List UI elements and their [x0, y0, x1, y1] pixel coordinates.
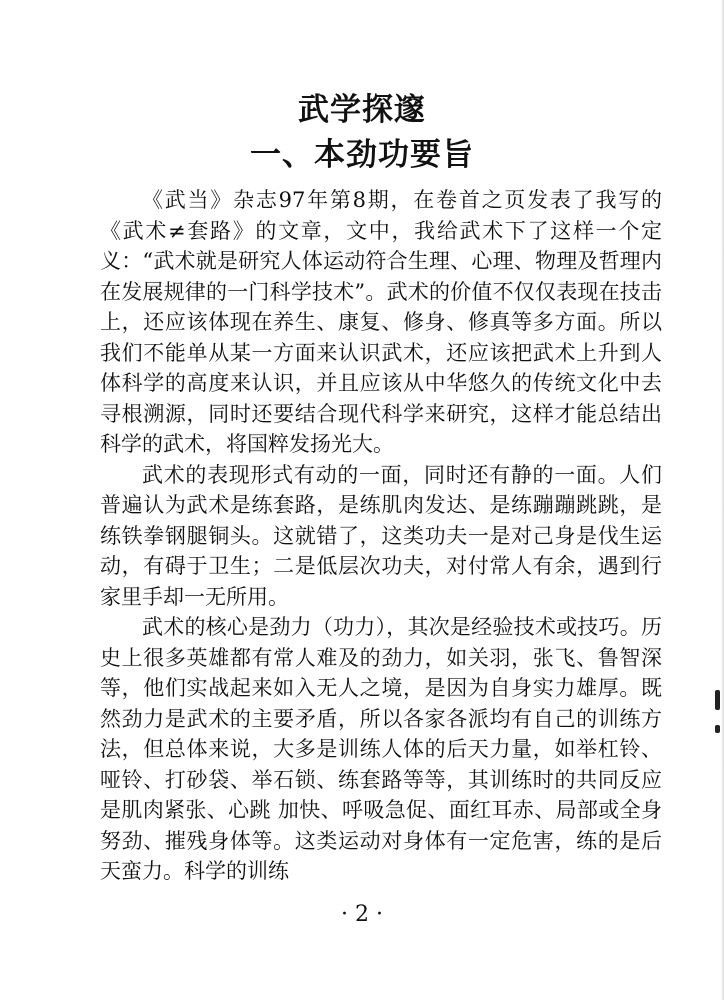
- page-number: · 2 ·: [341, 902, 383, 927]
- book-title: 武学探邃: [298, 92, 426, 128]
- scan-mark: [715, 725, 720, 733]
- body-text: [100, 185, 662, 887]
- paragraph: 《武当》杂志97年第8期，在卷首之页发表了我写的《武术≠套路》的文章，文中，我给武术下了这样一个定义：“武术就是研究人体运动符合生理、心理、物理及哲理内在发展规律的一门科学技术”。武术的价值不仅仅表现在技击上，还应该体现在养生、康复、修身、修真等多方面。所以我们不能单从某一方面来认识武术，还应该把武术上升到人体科学的高度来认识，并且应该从中华悠久的传统文化中去寻根溯源，同时还要结合现代科学来研究，这样才能总结出科学的武术，将国粹发扬光大。: [100, 188, 662, 456]
- paragraph: 武术的表现形式有动的一面，同时还有静的一面。人们普遍认为武术是练套路，是练肌肉发达、是练蹦蹦跳跳，是练铁拳钢腿铜头。这就错了，这类功夫一是对己身是伐生运动，有碍于卫生；二是低层次功夫，对付常人有余，遇到行家里手却一无所用。: [100, 462, 662, 609]
- paragraph: 武术的核心是劲力（功力），其次是经验技术或技巧。历史上很多英雄都有常人难及的劲力，如关羽，张飞、鲁智深等，他们实战起来如入无人之境，是因为自身实力雄厚。既然劲力是武术的主要矛盾，所以各家各派均有自己的训练方法，但总体来说，大多是训练人体的后天力量，如举杠铃、哑铃、打砂袋、举石锁、练套路等等，其训练时的共同反应是肌肉紧张、心跳 加快、呼吸急促、面红耳赤、局部或全身努劲、摧残身体等。这类运动对身体有一定危害，练的是后天蛮力。科学的训练: [100, 615, 662, 883]
- chapter-title: 一、本劲功要旨: [250, 137, 474, 173]
- scan-mark: [715, 690, 720, 710]
